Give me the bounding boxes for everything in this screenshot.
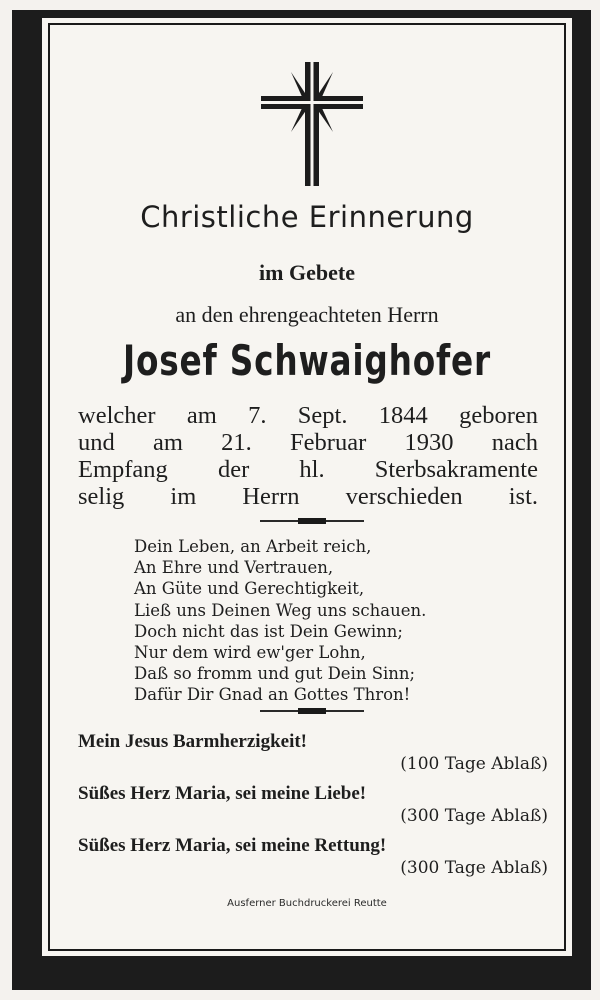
- divider: [260, 710, 364, 712]
- poem-line: Ließ uns Deinen Weg uns schauen.: [134, 600, 427, 620]
- poem-line: Nur dem wird ew'ger Lohn,: [134, 643, 366, 663]
- biography-line: und am 21. Februar 1930 nach: [78, 429, 538, 456]
- cross-icon: [261, 62, 363, 186]
- indulgence-note: (100 Tage Ablaß): [400, 754, 548, 774]
- poem-line: Dafür Dir Gnad an Gottes Thron!: [134, 685, 411, 705]
- poem: [134, 536, 554, 706]
- card-title: Christliche Erinnerung: [140, 200, 474, 234]
- poem-line: An Güte und Gerechtigkeit,: [134, 579, 365, 599]
- biography-line: selig im Herrn verschieden ist.: [78, 483, 538, 510]
- card-paper: [42, 18, 572, 956]
- biography-line: Empfang der hl. Sterbsakramente: [78, 456, 538, 483]
- card-intro: an den ehrengeachteten Herrn: [175, 302, 439, 327]
- memorial-card: [12, 10, 591, 990]
- prayer-text: Süßes Herz Maria, sei meine Liebe!: [78, 783, 367, 804]
- divider: [260, 520, 364, 522]
- indulgence-note: (300 Tage Ablaß): [400, 806, 548, 826]
- poem-line: Doch nicht das ist Dein Gewinn;: [134, 621, 403, 641]
- indulgence-note: (300 Tage Ablaß): [400, 858, 548, 878]
- prayer-text: Süßes Herz Maria, sei meine Rettung!: [78, 835, 387, 856]
- card-subtitle: im Gebete: [259, 260, 355, 285]
- poem-line: An Ehre und Vertrauen,: [134, 558, 334, 578]
- prayer-text: Mein Jesus Barmherzigkeit!: [78, 731, 308, 752]
- poem-line: Daß so fromm und gut Dein Sinn;: [134, 664, 416, 684]
- biography-line: welcher am 7. Sept. 1844 geboren: [78, 402, 538, 429]
- deceased-name: Josef Schwaighofer: [123, 336, 491, 385]
- printer-imprint: Ausferner Buchdruckerei Reutte: [227, 898, 387, 909]
- poem-line: Dein Leben, an Arbeit reich,: [134, 537, 372, 556]
